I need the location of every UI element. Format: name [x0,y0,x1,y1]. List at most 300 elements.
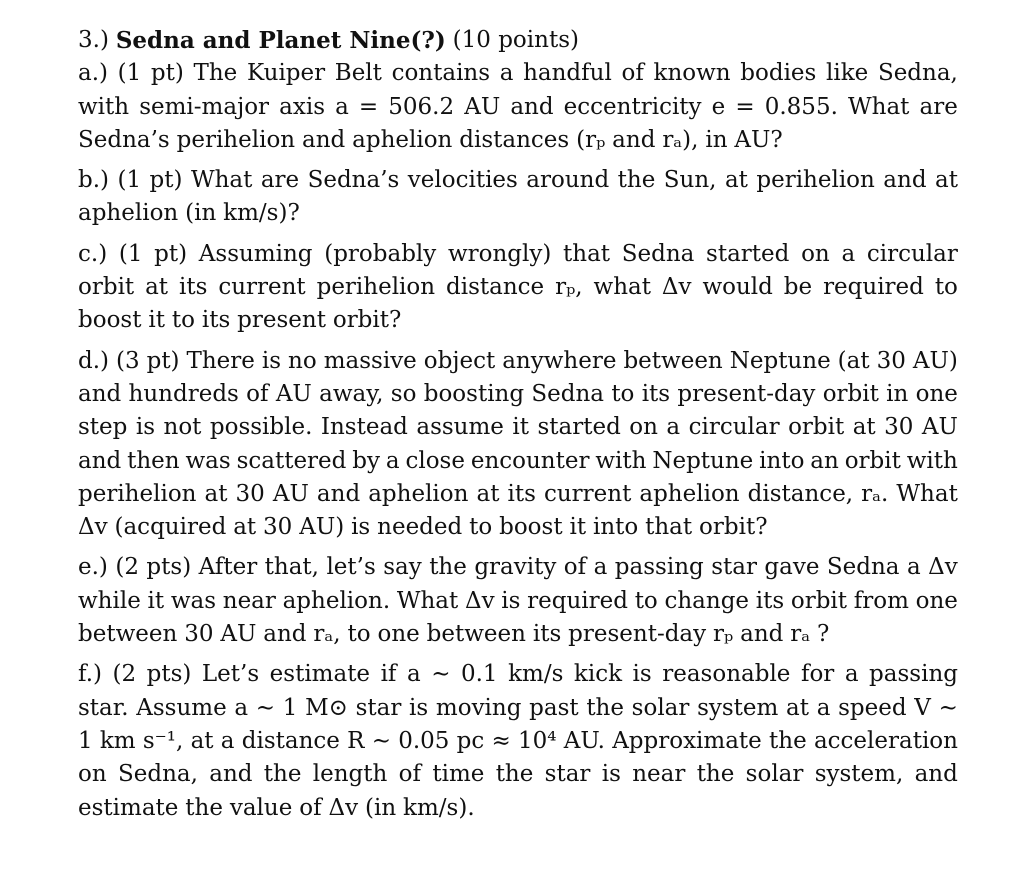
word: 1 [78,727,93,754]
problem-points: (10 points) [452,27,579,53]
word: to [469,514,493,541]
word: estimate [78,794,179,821]
word: distance [241,727,340,754]
word: around [526,167,610,194]
word: rₐ), [662,126,699,153]
word: rₐ, [313,621,341,648]
word: Δv [328,794,359,821]
word: Belt [334,60,382,87]
word: on [801,240,830,267]
word: Neptune [652,447,754,474]
word: is [501,587,521,614]
word: required [823,274,924,301]
word: to [171,307,195,334]
word: reasonable [662,661,791,688]
word: Sedna [826,554,900,581]
word: and [78,380,122,407]
word: pt) [146,347,180,374]
word: in [705,126,728,153]
word: no [288,347,317,374]
word: 30 [876,347,906,374]
word: (1 [118,240,143,267]
word: near [632,761,686,788]
word: a [220,727,235,754]
word: if [380,661,397,688]
word: c.) [78,240,108,267]
word: (in [365,794,397,821]
word: a [499,60,514,87]
word: wrongly) [447,240,552,267]
word: and [510,93,554,120]
word: circular [866,240,958,267]
word: (rₚ [576,126,606,153]
word: boost [78,307,142,334]
text-line [78,238,958,271]
word: boosting [423,380,525,407]
text-line [78,271,958,304]
word: After [198,554,258,581]
word: bodies [740,60,817,87]
word: started [706,240,790,267]
word: Sedna [621,240,695,267]
word: value [229,794,293,821]
word: There [186,347,255,374]
word: Assuming [198,240,313,267]
word: orbit? [699,514,768,541]
word: orbit [790,587,848,614]
word: axis [279,93,325,120]
word: from [853,587,909,614]
word: M⊙ [305,694,348,721]
text-line [78,551,958,584]
word: orbit [78,274,135,301]
word: aphelion. [282,587,391,614]
word: (2 [112,661,137,688]
word: the [185,794,223,821]
word: it [147,587,165,614]
question-part-d [78,345,958,545]
word: and [316,480,361,507]
word: to [347,621,371,648]
word: what [593,274,651,301]
word: Approximate [612,727,762,754]
word: d.) [78,347,110,374]
word: aphelion [78,200,179,227]
word: star [355,694,402,721]
word: at [145,274,169,301]
word: at [724,167,748,194]
word: at [233,514,257,541]
word: with [78,93,130,120]
word: AU [921,414,958,441]
word: current [543,480,632,507]
word: past [529,694,579,721]
word: 1 [282,694,298,721]
word: Sun, [663,167,717,194]
word: are [919,93,958,120]
text-line [78,164,958,197]
text-line [78,57,958,90]
word: would [702,274,773,301]
word: away, [319,380,384,407]
word: rₐ. [861,480,889,507]
word: = [735,93,755,120]
word: Δv [78,514,108,541]
word: at [935,167,958,194]
word: one [377,621,420,648]
word: is [632,661,652,688]
word: ? [817,621,830,648]
word: = [358,93,379,120]
word: AU [275,380,312,407]
word: orbit [822,380,879,407]
text-line [78,618,958,651]
word: estimate [269,661,371,688]
word: orbit [788,414,845,441]
word: a [385,447,400,474]
word: hundreds [128,380,239,407]
question-part-a [78,57,958,157]
word: the [696,761,735,788]
word: system [697,694,779,721]
word: the [263,761,302,788]
word: that [563,240,611,267]
word: 0.05 [398,727,450,754]
word: Sedna, [117,761,198,788]
word: What [847,93,910,120]
word: 30 [184,621,214,648]
word: its [641,380,671,407]
word: rₚ, [555,274,583,301]
word: Sedna’s [307,167,400,194]
word: current [218,274,306,301]
word: is [135,414,156,441]
word: required [527,587,628,614]
word: V [914,694,931,721]
word: AU) [299,514,345,541]
word: to [634,587,658,614]
word: solar [631,694,690,721]
word: AU [272,480,309,507]
word: encounter [470,447,590,474]
word: (3 [116,347,140,374]
word: What [396,587,459,614]
word: 30 [884,414,914,441]
word: aphelion [352,126,453,153]
word: it [569,514,587,541]
text-line [78,345,958,378]
word: velocities [407,167,518,194]
word: be [783,274,813,301]
word: is [351,514,371,541]
word: star [544,761,591,788]
word: kick [573,661,623,688]
text-line [78,758,958,791]
word: and [263,621,307,648]
word: is [601,761,621,788]
word: AU [220,621,257,648]
word: at [786,694,809,721]
word: distance [446,274,545,301]
word: What [190,167,253,194]
word: Δv [464,587,495,614]
word: is [261,347,282,374]
word: (1 [117,60,142,87]
word: its [532,621,562,648]
word: a [816,694,831,721]
word: km [99,727,136,754]
word: pts) [146,661,192,688]
word: 506.2 [388,93,455,120]
word: assume [416,414,504,441]
word: the [617,167,656,194]
word: km/s)? [223,200,300,227]
problem-parts [78,57,958,825]
question-part-e [78,551,958,651]
word: present [237,307,326,334]
word: ∼ [371,727,391,754]
word: system, [814,761,904,788]
word: (at [837,347,870,374]
word: step [78,414,128,441]
word: was [185,447,231,474]
word: object [423,347,496,374]
word: of [246,380,269,407]
word: to [934,274,958,301]
word: present-day [568,621,707,648]
word: km/s [508,661,564,688]
word: say [383,554,422,581]
word: and [883,167,927,194]
word: are [260,167,300,194]
word: close [405,447,465,474]
word: orbit [844,447,901,474]
word: aphelion [368,480,469,507]
word: change [664,587,750,614]
word: and [302,126,346,153]
word: in [886,380,909,407]
word: speed [838,694,907,721]
word: with [906,447,958,474]
word: solar [745,761,804,788]
word: on [78,761,107,788]
word: a [906,554,921,581]
word: into [759,447,805,474]
word: 0.855. [764,93,838,120]
word: like [826,60,869,87]
word: into [592,514,639,541]
text-line [78,478,958,511]
word: perihelion [316,274,436,301]
word: pt) [150,60,184,87]
word: and [78,447,122,474]
word: it [148,307,165,334]
word: Let’s [201,661,260,688]
word: perihelion [176,126,296,153]
word: not [163,414,202,441]
word: to [611,380,635,407]
word: perihelion [78,480,197,507]
word: km/s). [403,794,475,821]
word: pt) [154,240,188,267]
word: AU? [734,126,783,153]
word: pt) [149,167,183,194]
word: between [426,621,526,648]
question-part-c [78,238,958,338]
word: by [352,447,380,474]
word: 30 [235,480,265,507]
word: eccentricity [563,93,702,120]
word: f.) [78,661,102,688]
word: Kuiper [246,60,326,87]
word: boost [499,514,563,541]
word: AU) [912,347,958,374]
word: b.) [78,167,110,194]
word: semi-major [139,93,270,120]
word: Sedna’s [78,126,170,153]
word: pts) [146,554,192,581]
word: acceleration [813,727,958,754]
word: the [495,761,534,788]
word: 30 [263,514,293,541]
word: scattered [236,447,347,474]
word: rₚ [713,621,734,648]
text-line [78,197,958,230]
word: a [593,554,608,581]
text-line [78,585,958,618]
text-line [78,378,958,411]
word: ∼ [255,694,276,721]
word: at [476,480,500,507]
word: anywhere [502,347,617,374]
word: ∼ [431,661,451,688]
word: Δv [661,274,692,301]
word: of [398,761,422,788]
word: present-day [677,380,816,407]
text-line [78,124,958,157]
word: with [595,447,647,474]
word: a.) [78,60,108,87]
word: one [915,587,958,614]
word: AU. [563,727,605,754]
word: its [178,274,208,301]
word: between [78,621,178,648]
word: a [335,93,349,120]
word: aphelion [639,480,740,507]
text-line [78,411,958,444]
word: 0.1 [460,661,498,688]
word: of [621,60,644,87]
word: and [612,126,656,153]
word: and [740,621,784,648]
word: circular [688,414,780,441]
text-line [78,511,958,544]
word: rₐ [790,621,811,648]
word: of [299,794,322,821]
word: (1 [117,167,142,194]
word: between [623,347,723,374]
text-line [78,91,958,124]
word: near [222,587,276,614]
word: s⁻¹, [142,727,184,754]
text-line [78,725,958,758]
word: pc [456,727,485,754]
word: ≈ [491,727,511,754]
text-line [78,792,958,825]
word: star [711,554,757,581]
word: the [586,694,624,721]
word: of [563,554,587,581]
text-line [78,445,958,478]
word: passing [614,554,704,581]
word: length [312,761,388,788]
word: so [390,380,417,407]
word: that, [264,554,319,581]
problem-number: 3.) [78,27,109,53]
word: the [429,554,467,581]
question-part-b [78,164,958,231]
text-line [78,304,958,337]
word: then [127,447,180,474]
word: R [347,727,365,754]
word: What [896,480,958,507]
word: star. [78,694,129,721]
question-part-f [78,658,958,824]
word: gravity [474,554,557,581]
word: (probably [324,240,437,267]
word: possible. [209,414,313,441]
word: (2 [115,554,139,581]
word: let’s [326,554,376,581]
word: Sedna [531,380,605,407]
word: handful [523,60,612,87]
word: passing [869,661,958,688]
word: moving [435,694,522,721]
word: was [170,587,217,614]
word: one [915,380,958,407]
word: an [810,447,839,474]
word: The [193,60,238,87]
word: and [914,761,958,788]
word: while [78,587,141,614]
word: orbit? [332,307,402,334]
word: it [512,414,529,441]
word: at [190,727,214,754]
word: a [234,694,249,721]
word: Assume [136,694,227,721]
word: Instead [320,414,408,441]
word: that [645,514,693,541]
word: its [755,587,785,614]
word: started [537,414,621,441]
word: its [201,307,231,334]
word: gave [764,554,820,581]
word: (acquired [114,514,227,541]
word: AU [464,93,501,120]
word: is [409,694,429,721]
word: at [852,414,876,441]
word: a [666,414,681,441]
word: its [507,480,536,507]
word: distances [459,126,570,153]
word: Neptune [729,347,831,374]
word: e.) [78,554,108,581]
word: perihelion [756,167,875,194]
word: and [209,761,253,788]
word: massive [323,347,417,374]
word: Sedna, [877,60,958,87]
problem-title: Sedna and Planet Nine(?) [115,27,446,54]
